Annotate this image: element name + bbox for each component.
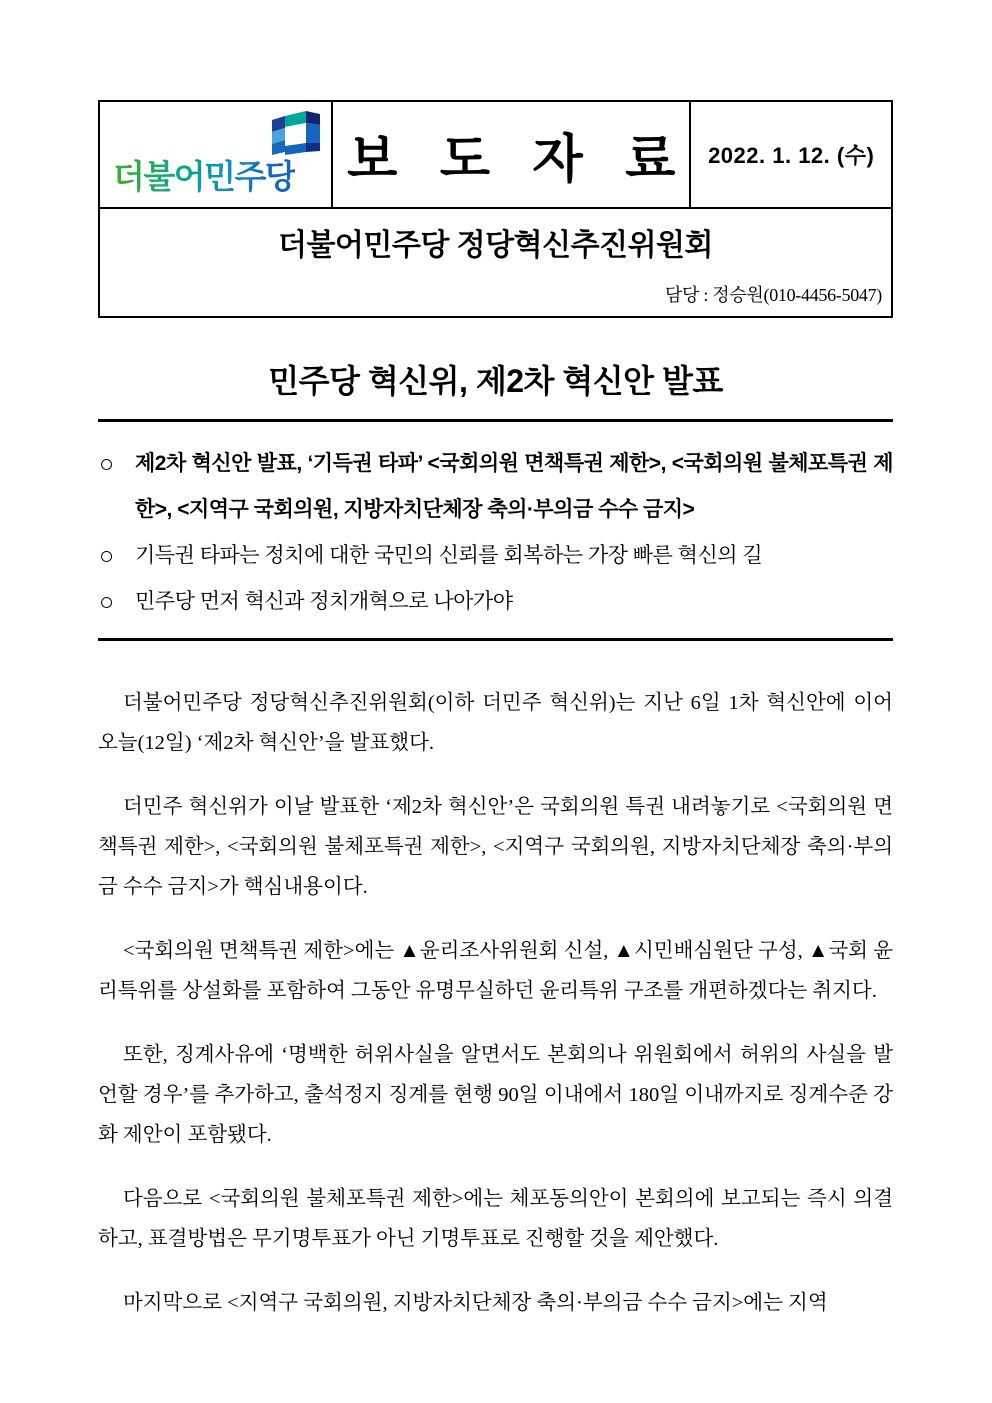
divider-rule-bottom [98, 638, 893, 641]
body-paragraph: 더불어민주당 정당혁신추진위원회(이하 더민주 혁신위)는 지난 6일 1차 혁신안에 이어 오늘(12일) ‘제2차 혁신안’을 발표했다. [98, 692, 893, 754]
party-logo-cell [100, 102, 333, 207]
bullet-circle-marker: ○ [99, 588, 114, 616]
body-paragraph: 또한, 징계사유에 ‘명백한 허위사실을 알면서도 본회의나 위원회에서 허위의 사실을 발언할 경우’를 추가하고, 출석정지 징계를 현행 90일 이내에서 180일 이내까지로 징계수준 강화 제안이 포함됐다. [98, 1044, 893, 1146]
doc-type-cell [333, 102, 691, 207]
contact-info: 담당 : 정승원(010-4456-5047) [664, 285, 882, 305]
party-logo-text: 더불어민주당 [113, 151, 295, 198]
summary-item [98, 533, 893, 579]
summary-list [98, 422, 893, 638]
summary-item-text: 민주당 먼저 혁신과 정치개혁으로 나아가야 [135, 590, 513, 613]
page-title: 민주당 혁신위, 제2차 혁신안 발표 [268, 363, 723, 399]
body-paragraph: <국회의원 면책특권 제한>에는 ▲윤리조사위원회 신설, ▲시민배심원단 구성, ▲국회 윤리특위를 상설화를 포함하여 그동안 유명무실하던 윤리특위 구조를 개편하겠다는 취지다. [98, 940, 893, 1002]
doc-type-title: 보 도 자 료 [347, 131, 690, 189]
summary-item-text: 기득권 타파는 정치에 대한 국민의 신뢰를 회복하는 가장 빠른 혁신의 길 [135, 544, 763, 567]
header-table [98, 100, 893, 318]
header-row-bottom [100, 209, 891, 316]
summary-item-text: 제2차 혁신안 발표, ‘기득권 타파’ <국회의원 면책특권 제한>, <국회의원 불체포특권 제한>, <지역구 국회의원, 지방자치단체장 축의·부의금 수수 금지> [135, 452, 893, 521]
body-paragraph: 마지막으로 <지역구 국회의원, 지방자치단체장 축의·부의금 수수 금지>에는 지역 [123, 1292, 828, 1314]
release-date: 2022. 1. 12. (수) [708, 143, 875, 168]
body-paragraph: 더민주 혁신위가 이날 발표한 ‘제2차 혁신안’은 국회의원 특권 내려놓기로 <국회의원 면책특권 제한>, <국회의원 불체포특권 제한>, <지역구 국회의원, 지방자치단체장 축의·부의금 수수 금지>가 핵심내용이다. [98, 796, 893, 898]
body-section [98, 683, 893, 1323]
summary-item [98, 579, 893, 625]
issuing-committee-title: 더불어민주당 정당혁신추진위원회 [277, 229, 714, 262]
date-cell [691, 102, 891, 207]
bullet-circle-marker: ○ [99, 542, 114, 570]
bullet-circle-marker: ○ [99, 450, 114, 478]
party-flag-icon [272, 110, 320, 155]
summary-item [98, 441, 893, 533]
header-row-top [100, 102, 891, 209]
body-paragraph: 다음으로 <국회의원 불체포특권 제한>에는 체포동의안이 본회의에 보고되는 즉시 의결하고, 표결방법은 무기명투표가 아닌 기명투표로 진행할 것을 제안했다. [98, 1188, 893, 1250]
